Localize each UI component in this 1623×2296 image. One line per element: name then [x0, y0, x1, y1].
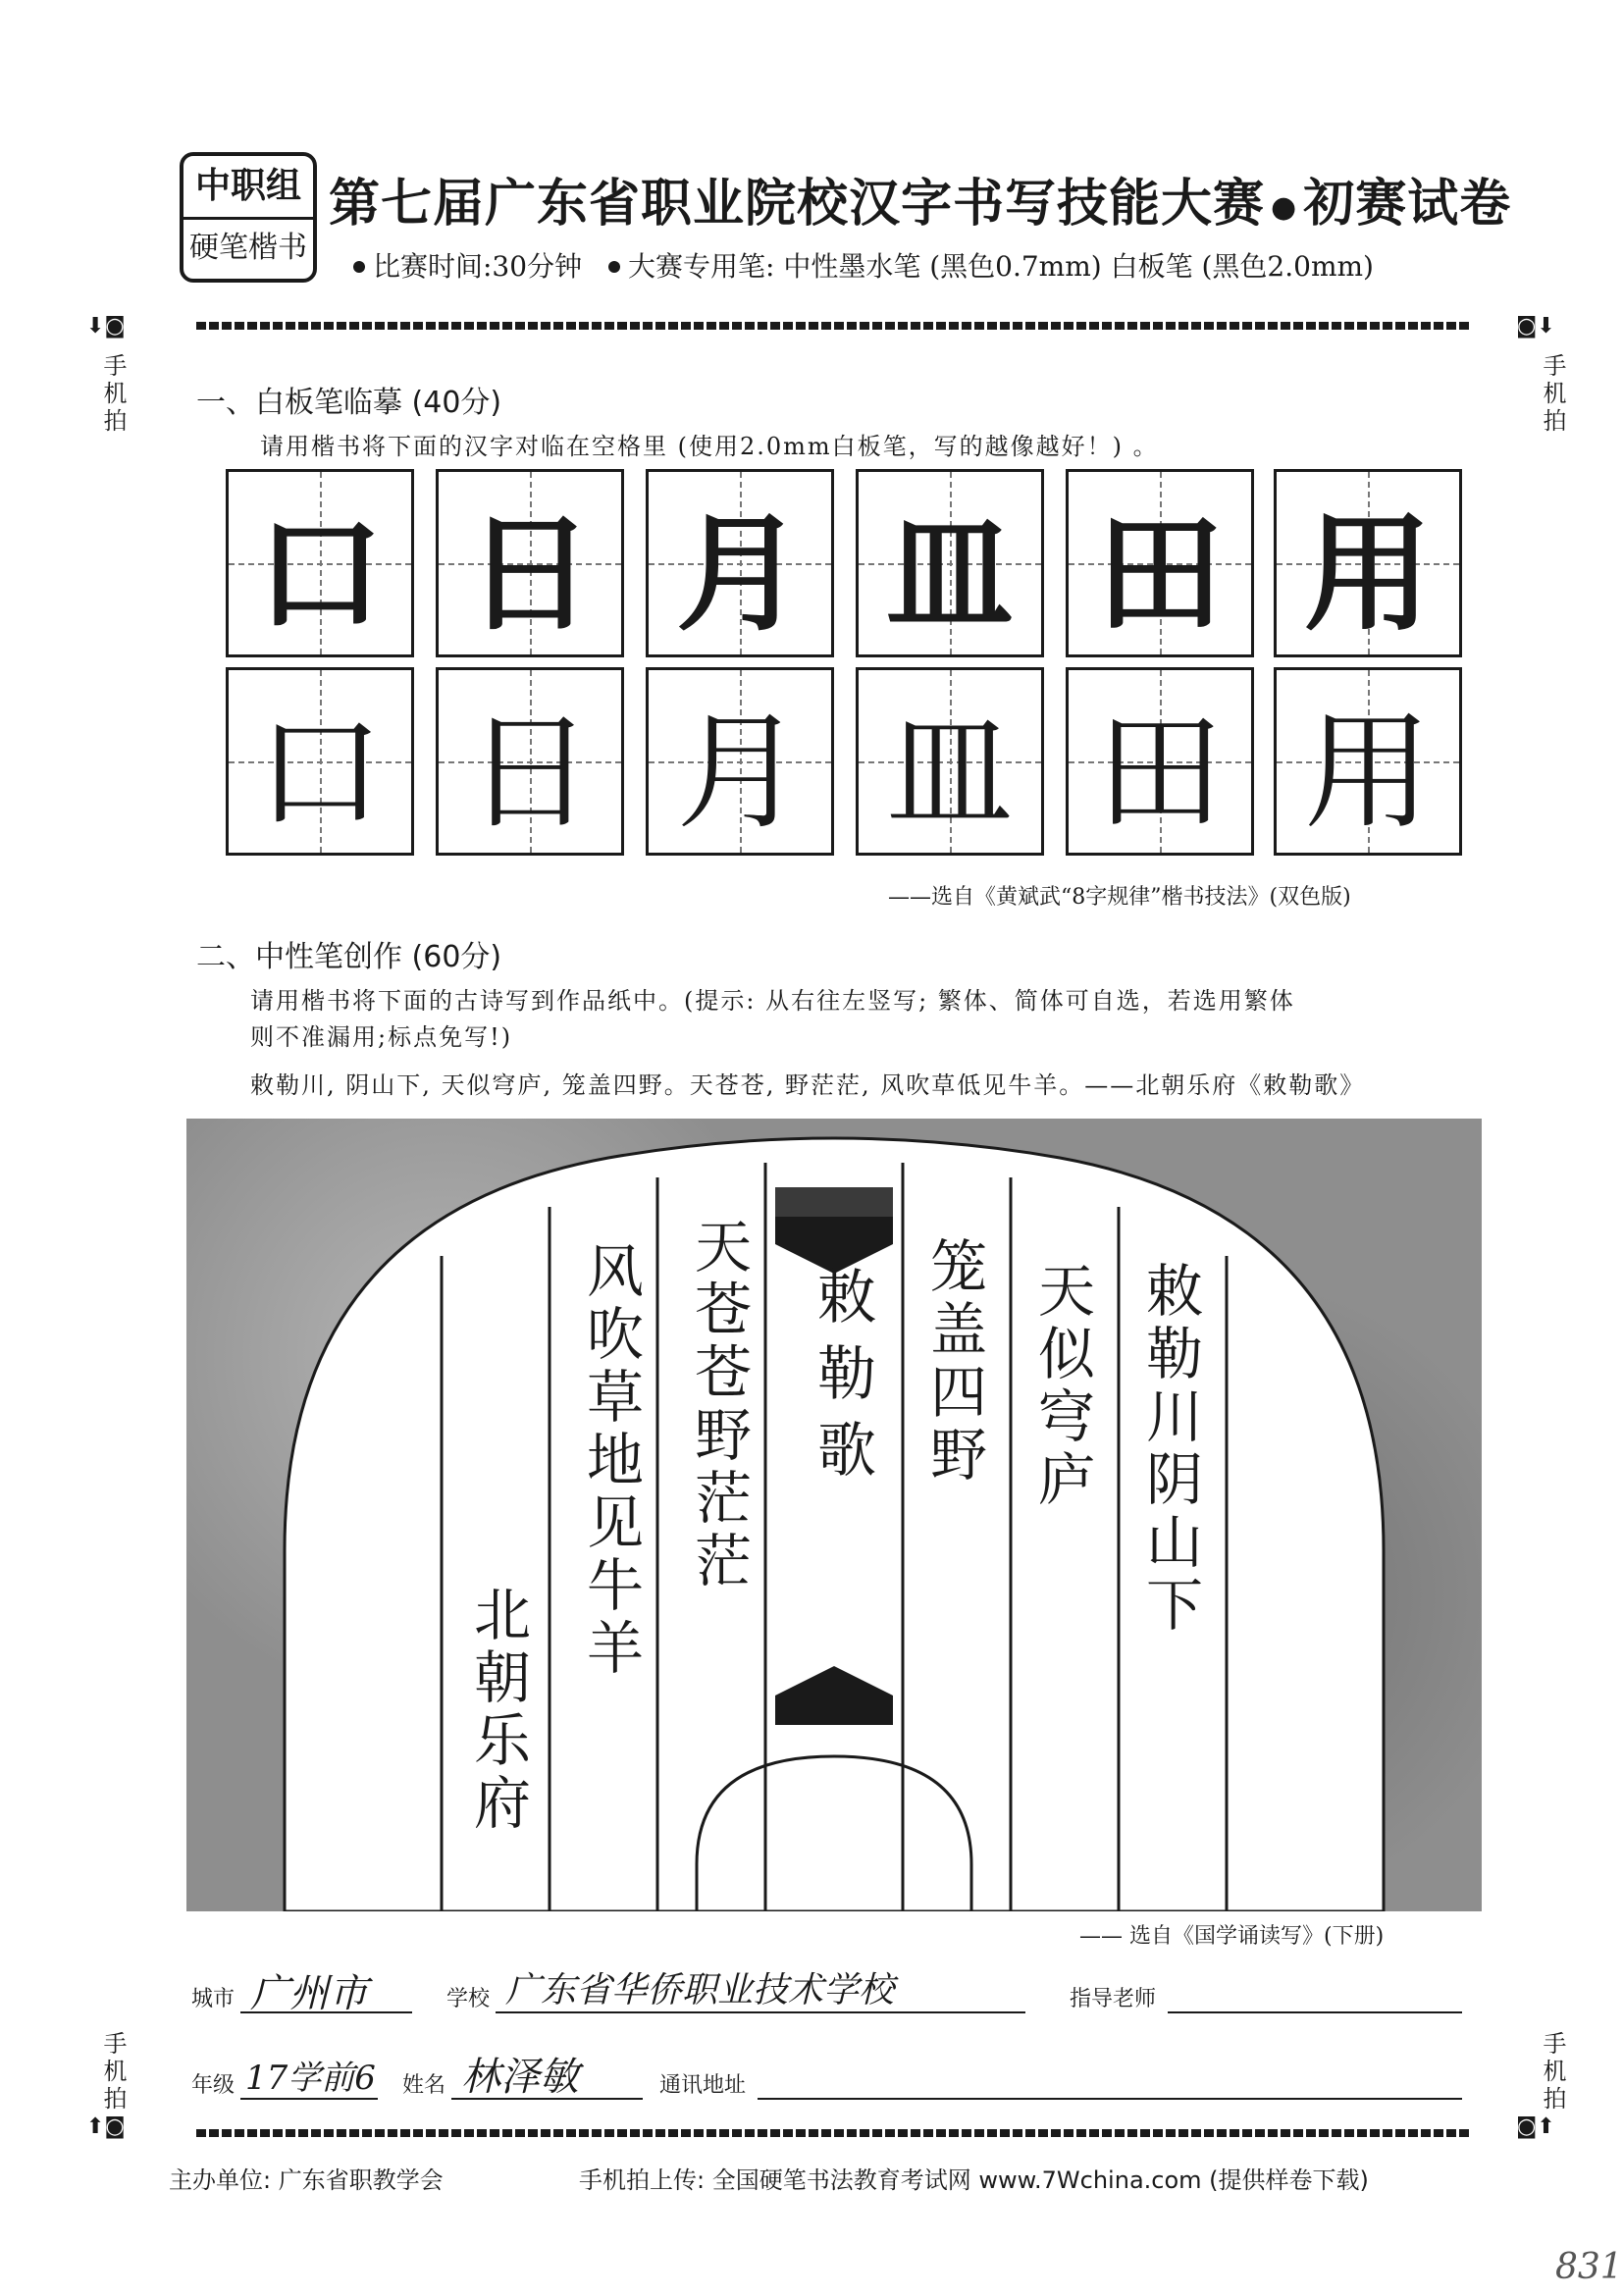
organizer-text: 主办单位: 广东省职教学会 — [169, 2166, 444, 2194]
address-field[interactable] — [758, 2098, 1462, 2100]
camera-down-icon: ⬇◙ — [86, 314, 126, 339]
side-label-left-top: 手机拍 — [99, 353, 127, 436]
model-cell — [856, 469, 1044, 657]
city-label: 城市 — [191, 1987, 236, 2011]
model-char: 月 — [675, 498, 804, 649]
camera-up-icon: ◙⬆ — [1516, 2114, 1555, 2139]
model-cell — [226, 469, 414, 657]
poem-column-4: 天苍苍野茫茫 — [685, 1217, 752, 1593]
copy-grid — [226, 469, 1462, 881]
copy-cell[interactable] — [646, 667, 834, 856]
copied-char: 日 — [465, 697, 594, 847]
model-cell — [646, 469, 834, 657]
teacher-label: 指导老师 — [1070, 1987, 1157, 2011]
composition-paper[interactable] — [186, 1119, 1482, 1911]
section1-title: 一、白板笔临摹 (40分) — [196, 386, 502, 420]
model-char: 用 — [1303, 498, 1432, 649]
copy-cell[interactable] — [1066, 667, 1254, 856]
section2-citation: —— 选自《国学诵读写》(下册) — [1079, 1924, 1385, 1949]
grade-field[interactable]: 17学前6 — [245, 2059, 376, 2098]
copy-cell[interactable] — [226, 667, 414, 856]
poem-title-column: 敕勒歌 — [808, 1266, 876, 1495]
group-badge-top: 中职组 — [183, 156, 313, 220]
grade-label: 年级 — [191, 2073, 236, 2098]
name-label: 姓名 — [402, 2073, 446, 2098]
section2-instruction-1: 请用楷书将下面的古诗写到作品纸中。(提示: 从右往左竖写; 繁体、简体可自选，若选用繁体 — [250, 987, 1295, 1015]
model-cell — [1066, 469, 1254, 657]
title-main: 第七届广东省职业院校汉字书写技能大赛 — [329, 175, 1266, 234]
model-cell — [1274, 469, 1462, 657]
model-char: 口 — [255, 498, 384, 649]
model-char: 皿 — [885, 498, 1014, 649]
top-divider — [196, 322, 1472, 330]
section1-citation: ——选自《黄斌武“8字规律”楷书技法》(双色版) — [888, 885, 1351, 910]
side-label-left-bottom: 手机拍 — [99, 2031, 127, 2113]
page-title — [329, 162, 1511, 235]
group-badge-bottom: 硬笔楷书 — [189, 231, 307, 265]
poem-column-2: 天似穹庐 — [1028, 1261, 1095, 1512]
bullet-icon — [608, 261, 620, 273]
camera-down-icon: ◙⬇ — [1516, 314, 1555, 339]
copy-cell[interactable] — [436, 667, 624, 856]
poem-text: 敕勒川, 阴山下, 天似穹庐, 笼盖四野。天苍苍, 野茫茫, 风吹草低见牛羊。——北朝乐府《敕勒歌》 — [250, 1071, 1366, 1099]
poem-attribution-column: 北朝乐府 — [464, 1585, 531, 1836]
camera-up-icon: ⬆◙ — [86, 2114, 126, 2139]
copied-char: 月 — [675, 697, 804, 847]
side-label-right-top: 手机拍 — [1539, 353, 1566, 436]
copy-cell[interactable] — [856, 667, 1044, 856]
title-suffix: 初赛试卷 — [1303, 175, 1512, 234]
section2-title: 二、中性笔创作 (60分) — [196, 940, 502, 974]
school-field[interactable]: 广东省华侨职业技术学校 — [505, 1970, 895, 2010]
model-cell — [436, 469, 624, 657]
address-label: 通讯地址 — [659, 2073, 747, 2098]
copied-char: 用 — [1303, 697, 1432, 847]
poem-column-5: 风吹草地见牛羊 — [577, 1241, 644, 1681]
section2-instruction-2: 则不准漏用;标点免写!) — [250, 1023, 513, 1051]
time-info: 比赛时间:30分钟 — [373, 250, 583, 283]
page-number: 831 — [1555, 2247, 1623, 2287]
bottom-divider — [196, 2129, 1472, 2137]
copied-char: 皿 — [885, 697, 1014, 847]
copy-cell[interactable] — [1274, 667, 1462, 856]
poem-column-3: 笼盖四野 — [920, 1236, 987, 1487]
copied-char: 田 — [1095, 697, 1224, 847]
pen-info: 大赛专用笔: 中性墨水笔 (黑色0.7mm) 白板笔 (黑色2.0mm) — [627, 250, 1374, 283]
model-char: 田 — [1095, 498, 1224, 649]
poem-column-1: 敕勒川阴山下 — [1136, 1261, 1203, 1638]
section1-instruction: 请用楷书将下面的汉字对临在空格里 (使用2.0mm白板笔，写的越像越好！) 。 — [260, 433, 1159, 460]
school-label: 学校 — [446, 1987, 491, 2011]
teacher-field[interactable] — [1168, 2011, 1462, 2013]
title-dot: ● — [1271, 189, 1298, 225]
model-char: 日 — [465, 498, 594, 649]
copied-char: 口 — [255, 697, 384, 847]
group-badge — [180, 152, 317, 283]
name-field[interactable]: 林泽敏 — [461, 2055, 579, 2100]
fan-frame — [186, 1119, 1482, 1911]
exam-info — [353, 245, 1374, 285]
side-label-right-bottom: 手机拍 — [1539, 2031, 1566, 2113]
bullet-icon — [353, 261, 365, 273]
upload-text: 手机拍上传: 全国硬笔书法教育考试网 www.7Wchina.com (提供样卷下载) — [579, 2166, 1369, 2194]
city-field[interactable]: 广州市 — [250, 1971, 368, 2016]
